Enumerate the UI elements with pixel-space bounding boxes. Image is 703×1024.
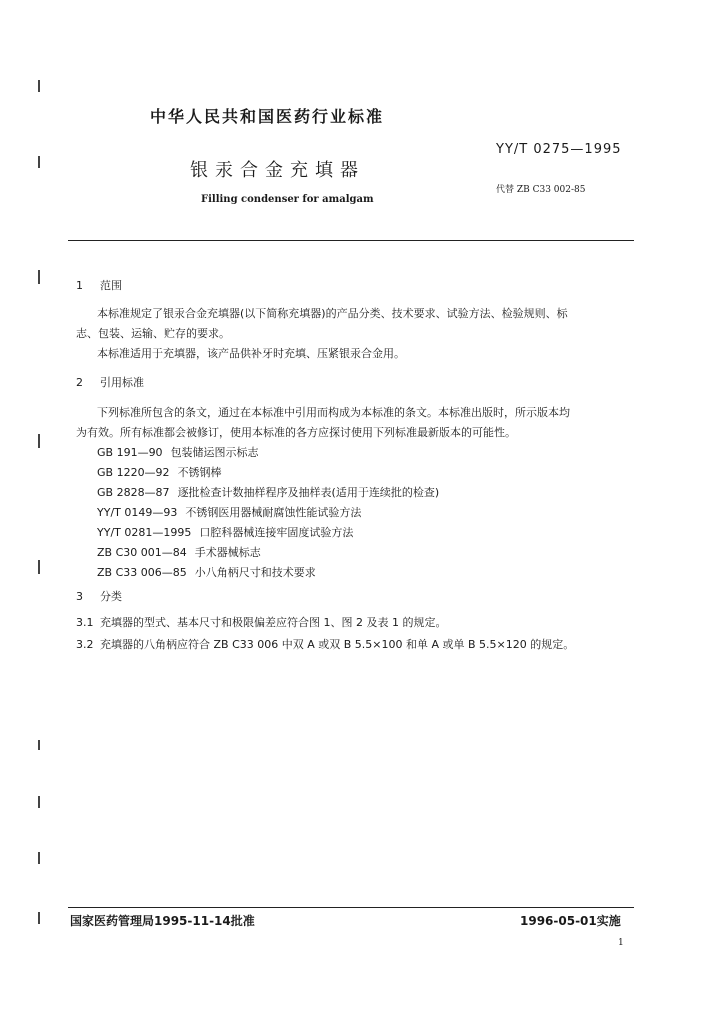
section-heading-1 [76, 277, 122, 293]
reference-code: GB 2828—87 [97, 486, 170, 499]
reference-title: 逐批检查计数抽样程序及抽样表(适用于连续批的检查) [177, 486, 440, 499]
reference-item [97, 464, 222, 480]
reference-code: YY/T 0281—1995 [97, 526, 192, 539]
reference-item [97, 444, 259, 460]
paragraph-line: 本标准规定了银汞合金充填器(以下简称充填器)的产品分类、技术要求、试验方法、检验规则、标 [97, 307, 568, 320]
paragraph-line: 下列标准所包含的条文，通过在本标准中引用而构成为本标准的条文。本标准出版时，所示版本均 [97, 406, 570, 419]
footer-divider [68, 907, 634, 908]
page-number: 1 [618, 938, 624, 948]
paragraph-line: 志、包装、运输、贮存的要求。 [76, 327, 230, 340]
clause-text: 充填器的八角柄应符合 ZB C33 006 中双 A 或双 B 5.5×100 和单 A 或单 B 5.5×120 的规定。 [100, 638, 575, 651]
reference-title: 不锈钢棒 [177, 466, 222, 479]
scan-mark [38, 156, 40, 168]
reference-title: 包装储运图示标志 [170, 446, 259, 459]
clause-text: 充填器的型式、基本尺寸和极限偏差应符合图 1、图 2 及表 1 的规定。 [100, 616, 447, 629]
reference-item [97, 564, 316, 580]
reference-item [97, 504, 361, 520]
reference-code: YY/T 0149—93 [97, 506, 178, 519]
reference-code: ZB C30 001—84 [97, 546, 187, 559]
section-number: 3 [76, 590, 83, 603]
reference-title: 小八角柄尺寸和技术要求 [194, 566, 316, 579]
document-title: 银汞合金充填器 [190, 160, 365, 181]
approval-info: 国家医药管理局1995-11-14批准 [70, 914, 255, 928]
clause-number: 3.2 [76, 638, 94, 651]
section-title: 引用标准 [100, 376, 144, 389]
header-divider [68, 240, 634, 241]
section-number: 1 [76, 279, 83, 292]
reference-item [97, 484, 439, 500]
scan-mark [38, 434, 40, 448]
clause-3-1 [76, 614, 446, 630]
standard-code: YY/T 0275—1995 [496, 142, 622, 157]
document-title-english: Filling condenser for amalgam [201, 194, 374, 205]
reference-code: ZB C33 006—85 [97, 566, 187, 579]
reference-code: GB 191—90 [97, 446, 163, 459]
reference-code: GB 1220—92 [97, 466, 170, 479]
section-title: 范围 [100, 279, 122, 292]
scan-mark [38, 912, 40, 924]
reference-item [97, 524, 353, 540]
paragraph-line: 为有效。所有标准都会被修订，使用本标准的各方应探讨使用下列标准最新版本的可能性。 [76, 426, 516, 439]
implementation-date: 1996-05-01实施 [520, 914, 621, 928]
clause-3-2 [76, 636, 574, 652]
paragraph-line: 本标准适用于充填器，该产品供补牙时充填、压紧银汞合金用。 [97, 347, 405, 360]
reference-title: 手术器械标志 [194, 546, 261, 559]
scan-mark [38, 852, 40, 864]
scan-mark [38, 80, 40, 92]
replaces-standard: 代替 ZB C33 002-85 [496, 185, 586, 195]
section-heading-2 [76, 374, 144, 390]
section-title: 分类 [100, 590, 122, 603]
reference-item [97, 544, 261, 560]
section-number: 2 [76, 376, 83, 389]
standard-organization: 中华人民共和国医药行业标准 [150, 107, 385, 126]
reference-title: 口腔科器械连接牢固度试验方法 [199, 526, 354, 539]
scan-mark [38, 740, 40, 750]
reference-title: 不锈钢医用器械耐腐蚀性能试验方法 [185, 506, 362, 519]
scan-mark [38, 560, 40, 574]
scan-mark [38, 270, 40, 284]
clause-number: 3.1 [76, 616, 94, 629]
section-heading-3 [76, 588, 122, 604]
scan-mark [38, 796, 40, 808]
